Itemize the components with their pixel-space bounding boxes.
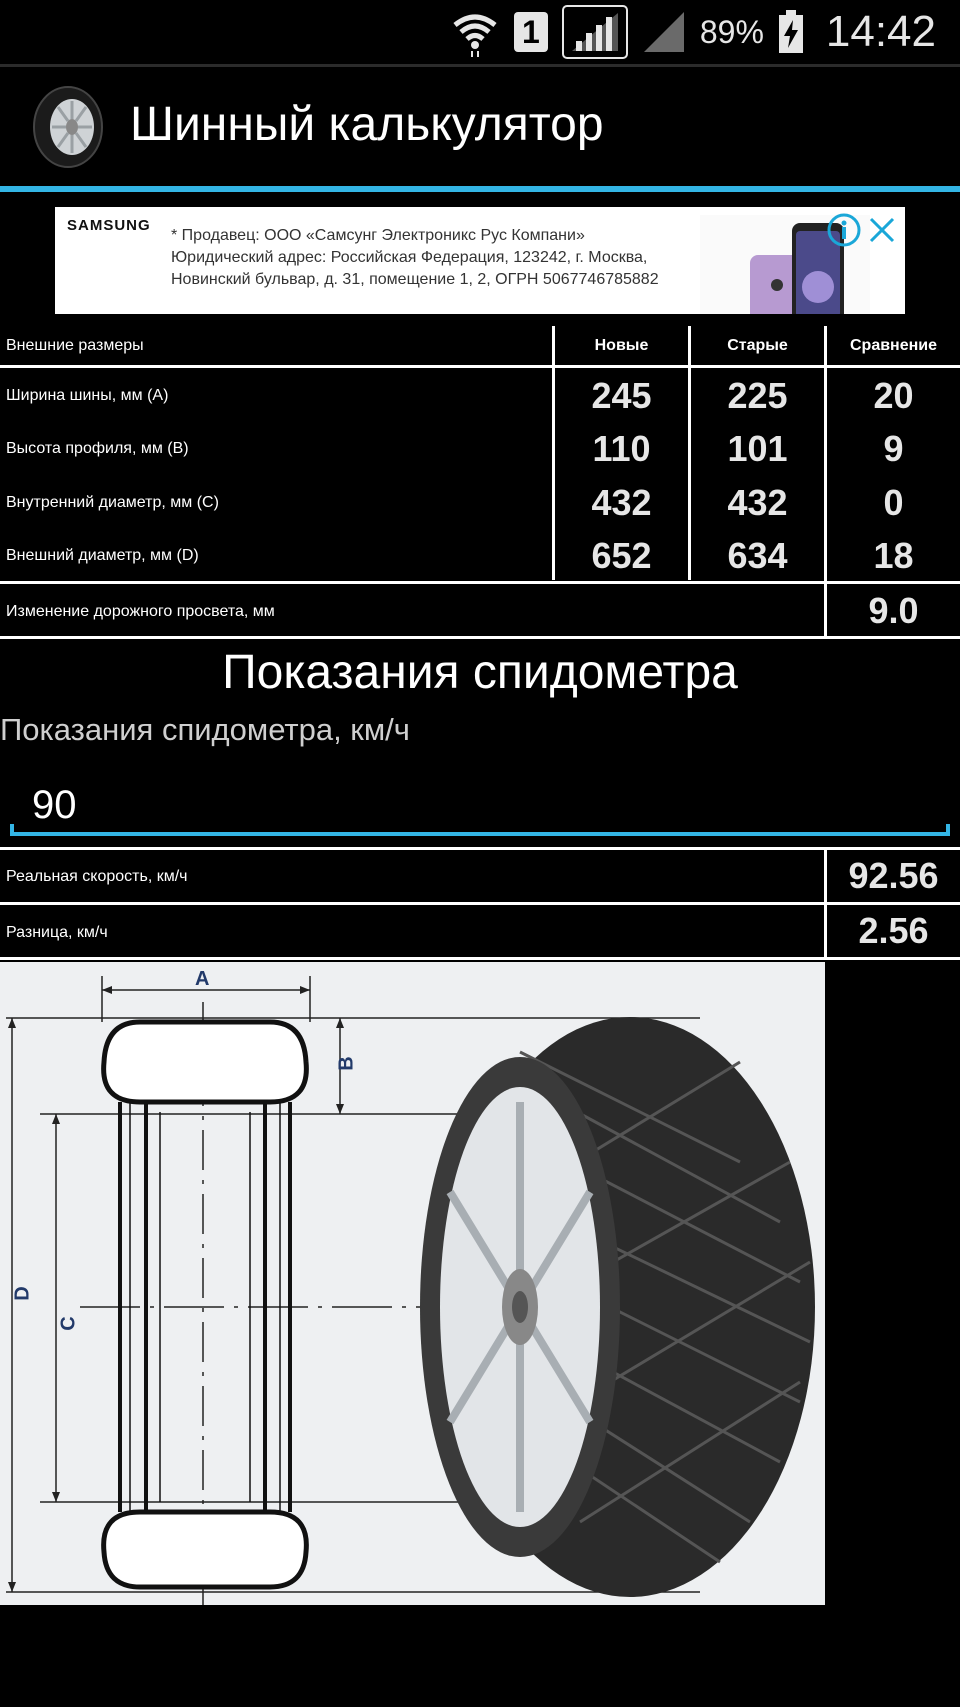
clock: 14:42 <box>825 7 936 56</box>
column-header-old: Старые <box>727 337 788 354</box>
value-old: 432 <box>727 482 788 523</box>
value-old: 634 <box>727 535 788 576</box>
value-new: 245 <box>591 375 652 416</box>
close-icon[interactable] <box>865 213 899 247</box>
table-row <box>0 375 960 428</box>
value-diff: 0 <box>883 482 904 523</box>
speed-input-underline-tick <box>10 824 14 836</box>
app-title: Шинный калькулятор <box>130 98 604 151</box>
table-divider <box>0 847 960 850</box>
value-diff: 18 <box>873 535 914 576</box>
real-speed-label: Реальная скорость, км/ч <box>6 868 188 885</box>
sim-icon: 1 <box>514 12 548 52</box>
value-old: 101 <box>727 428 788 469</box>
ad-line: Юридический адрес: Российская Федерация, 123242, г. Москва, <box>171 249 648 266</box>
table-row <box>0 535 960 588</box>
column-header-new: Новые <box>594 337 649 354</box>
table-divider <box>0 902 960 905</box>
diagram-label-d: D <box>11 1286 34 1301</box>
speedometer-title: Показания спидометра <box>222 646 738 699</box>
value-new: 110 <box>592 428 651 469</box>
table-row <box>0 482 960 535</box>
ad-line: * Продавец: ООО «Самсунг Электроникс Рус Компани» <box>171 227 585 244</box>
speed-difference-value: 2.56 <box>858 910 929 951</box>
table-row <box>0 428 960 481</box>
diagram-label-c: C <box>57 1316 80 1331</box>
speed-difference-label: Разница, км/ч <box>6 924 108 941</box>
column-header-diff: Сравнение <box>849 337 938 354</box>
status-icons <box>450 0 936 64</box>
speed-input[interactable] <box>10 770 950 840</box>
value-new: 652 <box>591 535 652 576</box>
value-diff: 9 <box>883 428 904 469</box>
row-label: Ширина шины, мм (A) <box>6 387 169 404</box>
battery-charging-icon <box>778 10 804 54</box>
ad-text <box>171 225 659 291</box>
action-bar-accent <box>0 186 960 192</box>
diagram-label-b: B <box>335 1056 358 1071</box>
signal-icon-2 <box>642 10 686 54</box>
real-speed-value: 92.56 <box>848 855 939 896</box>
row-label: Высота профиля, мм (B) <box>6 440 189 457</box>
value-diff: 20 <box>873 375 914 416</box>
speed-input-underline <box>10 832 950 836</box>
speed-input-underline-tick <box>946 824 950 836</box>
diagram-label-a: A <box>195 968 210 990</box>
action-bar <box>0 67 960 187</box>
ad-brand-logo: SAMSUNG <box>67 217 151 234</box>
clearance-value: 9.0 <box>868 590 919 631</box>
battery-percent: 89% <box>699 13 764 50</box>
info-icon[interactable] <box>827 213 861 247</box>
value-old: 225 <box>727 375 788 416</box>
speed-field-label: Показания спидометра, км/ч <box>0 712 410 747</box>
ad-banner[interactable] <box>55 207 905 314</box>
tire-diagram-illustration <box>0 962 825 1605</box>
table-divider <box>0 365 960 368</box>
clearance-label: Изменение дорожного просвета, мм <box>6 603 275 620</box>
table-divider <box>0 957 960 960</box>
tire-icon[interactable] <box>30 85 106 169</box>
table-header-label: Внешние размеры <box>6 337 144 354</box>
status-bar <box>0 0 960 64</box>
signal-icon <box>562 5 628 59</box>
wifi-icon <box>450 7 500 57</box>
table-divider <box>0 636 960 639</box>
tire-dimensions-diagram <box>0 962 825 1605</box>
row-label: Внешний диаметр, мм (D) <box>6 547 199 564</box>
row-label: Внутренний диаметр, мм (C) <box>6 494 219 511</box>
value-new: 432 <box>591 482 652 523</box>
ad-line: Новинский бульвар, д. 31, помещение 1, 2, ОГРН 5067746785882 <box>171 271 659 288</box>
